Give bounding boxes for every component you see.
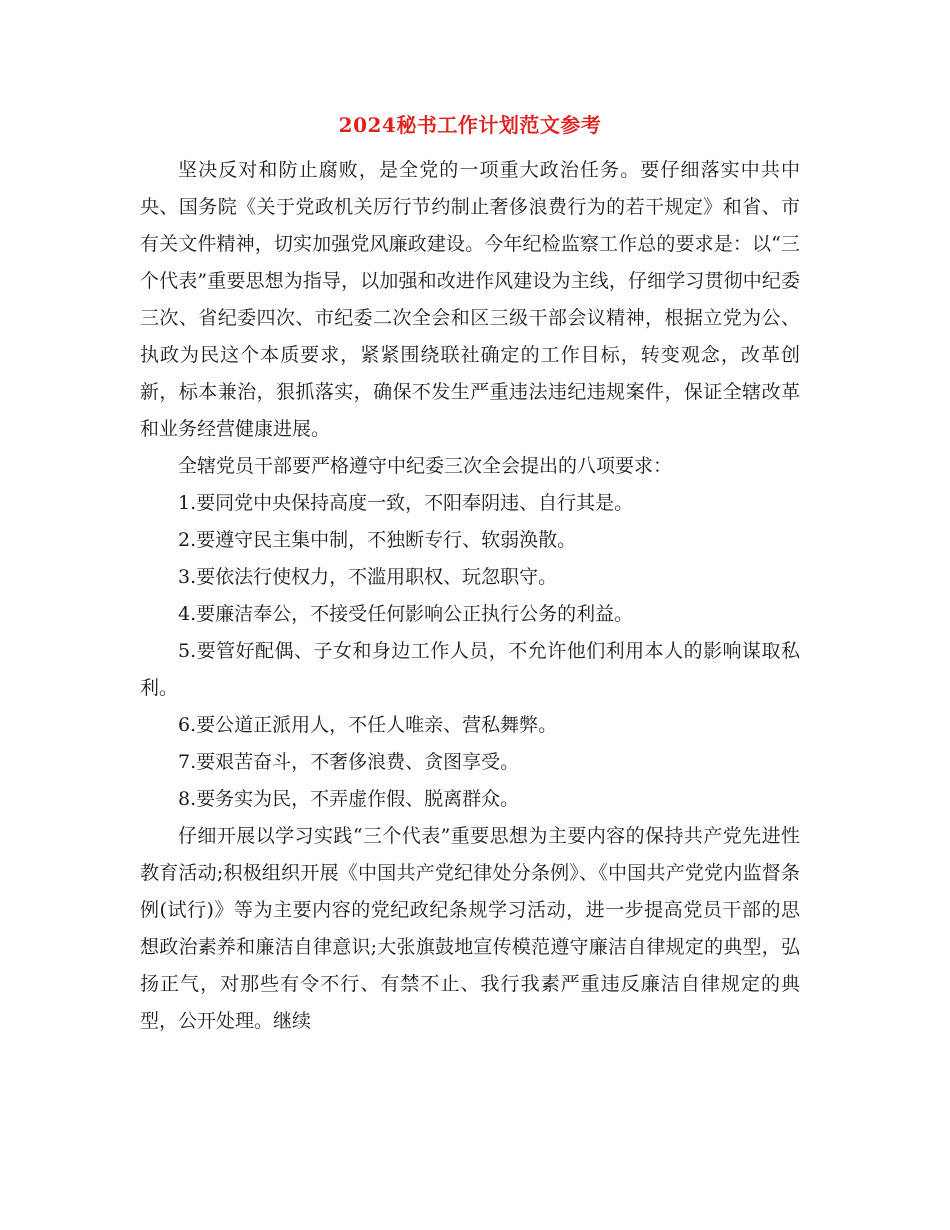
document-body <box>140 152 800 1040</box>
requirement-item-2: 2.要遵守民主集中制，不独断专行、软弱涣散。 <box>178 529 577 551</box>
requirement-item-1: 1.要同党中央保持高度一致，不阳奉阴违、自行其是。 <box>178 492 634 514</box>
requirement-item-4: 4.要廉洁奉公，不接受任何影响公正执行公务的利益。 <box>178 603 634 625</box>
paragraph-requirements-lead: 全辖党员干部要严格遵守中纪委三次全会提出的八项要求： <box>178 455 673 477</box>
requirement-item-8: 8.要务实为民，不弄虚作假、脱离群众。 <box>178 788 520 810</box>
requirement-item-6: 6.要公道正派用人，不任人唯亲、营私舞弊。 <box>178 714 558 736</box>
document-title: 2024秘书工作计划范文参考 <box>338 113 602 137</box>
requirement-item-7: 7.要艰苦奋斗，不奢侈浪费、贪图享受。 <box>178 751 520 773</box>
requirement-item-3: 3.要依法行使权力，不滥用职权、玩忽职守。 <box>178 566 558 588</box>
paragraph-education: 仔细开展以学习实践“三个代表”重要思想为主要内容的保持共产党先进性教育活动;积极组织开展《中国共产党纪律处分条例》、《中国共产党党内监督条例(试行)》等为主要内容的党纪政纪条规学习活动，进一步提高党员干部的思想政治素养和廉洁自律意识;大张旗鼓地宣传模范遵守廉洁自律规定的典型，弘扬正气，对那些有令不行、有禁不止、我行我素严重违反廉洁自律规定的典型，公开处理。继续 <box>140 825 800 1032</box>
document-page <box>140 110 800 1040</box>
paragraph-intro: 坚决反对和防止腐败，是全党的一项重大政治任务。要仔细落实中共中央、国务院《关于党政机关厉行节约制止奢侈浪费行为的若干规定》和省、市有关文件精神，切实加强党风廉政建设。今年纪检监察工作总的要求是：以“三个代表”重要思想为指导，以加强和改进作风建设为主线，仔细学习贯彻中纪委三次、省纪委四次、市纪委二次全会和区三级干部会议精神，根据立党为公、执政为民这个本质要求，紧紧围绕联社确定的工作目标，转变观念，改革创新，标本兼治，狠抓落实，确保不发生严重违法违纪违规案件，保证全辖改革和业务经营健康进展。 <box>140 159 800 440</box>
requirement-item-5: 5.要管好配偶、子女和身边工作人员，不允许他们利用本人的影响谋取私利。 <box>140 640 800 699</box>
